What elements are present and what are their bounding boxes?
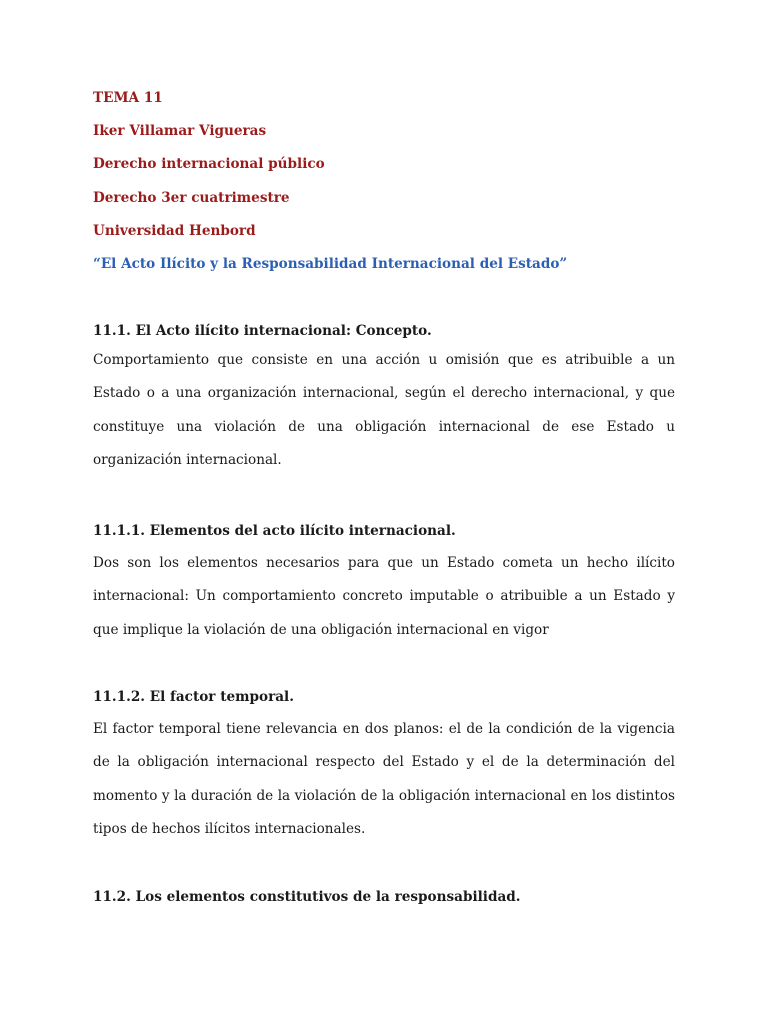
author-name: Iker Villamar Vigueras — [93, 123, 267, 139]
section-body: Comportamiento que consiste en una acción u omisión que es atribuible a un Estado o a una organización internacional, según el derecho internacional, y que constituye una violación de una obligación internacional de ese Estado u organización internacional. — [93, 352, 675, 468]
tema-label: TEMA 11 — [93, 90, 163, 106]
document-title: “El Acto Ilícito y la Responsabilidad Internacional del Estado” — [93, 256, 568, 272]
section-body: Dos son los elementos necesarios para que un Estado cometa un hecho ilícito internacional: Un comportamiento concreto imputable o atribuible a un Estado y que implique la violación de una obligación internacional en vigor — [93, 555, 675, 638]
subject-name: Derecho internacional público — [93, 156, 325, 172]
section-heading: 11.1. El Acto ilícito internacional: Concepto. — [93, 323, 432, 339]
section-heading: 11.2. Los elementos constitutivos de la responsabilidad. — [93, 889, 521, 905]
section-heading: 11.1.2. El factor temporal. — [93, 689, 294, 705]
university-name: Universidad Henbord — [93, 223, 256, 239]
section-body: El factor temporal tiene relevancia en dos planos: el de la condición de la vigencia de la obligación internacional respecto del Estado y el de la determinación del momento y la duración de la violación de la obligación internacional en los distintos tipos de hechos ilícitos internacionales. — [93, 721, 675, 837]
course-name: Derecho 3er cuatrimestre — [93, 190, 290, 206]
section-heading: 11.1.1. Elementos del acto ilícito internacional. — [93, 523, 456, 539]
